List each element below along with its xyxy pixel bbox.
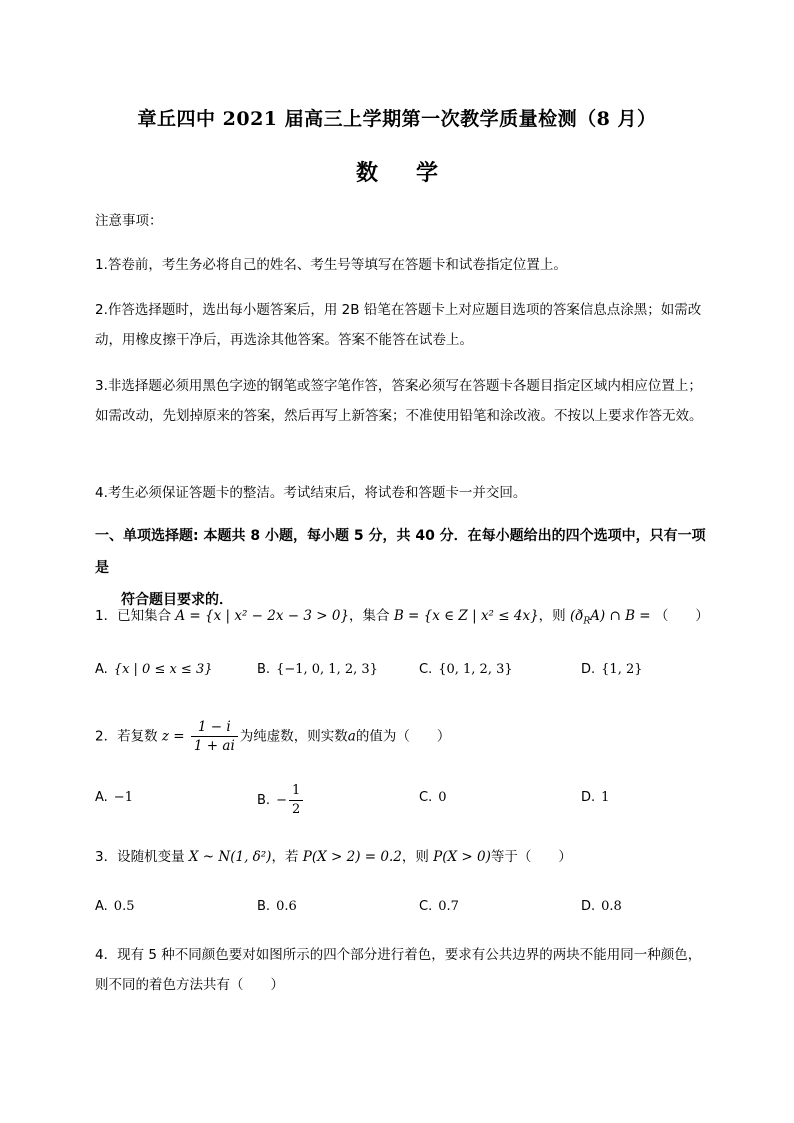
option-d (581, 662, 643, 677)
math-expression: P(X > 2) = 0.2 (302, 849, 402, 865)
option-d (581, 899, 622, 914)
note-item-2: 2.作答选择题时，选出每小题答案后，用 2B 铅笔在答题卡上对应题目选项的答案信息点涂黑；如需改动，用橡皮擦干净后，再选涂其他答案。答案不能答在试卷上。 (95, 302, 702, 348)
option-a (95, 899, 134, 914)
question-text: ，集合 (349, 608, 390, 624)
math-set-b: B = {x ∈ Z | x² ≤ 4x} (393, 608, 539, 624)
question-4 (95, 940, 710, 1000)
option-text: 0 (438, 790, 447, 805)
question-1 (95, 603, 715, 635)
question-number: 1． (95, 608, 118, 624)
math-expression: P(X > 0) (433, 849, 491, 865)
option-text: −1 (113, 790, 133, 805)
note-item-1: 1.答卷前，考生务必将自己的姓名、考生号等填写在答题卡和试卷指定位置上。 (95, 257, 567, 273)
option-label: C. (419, 790, 433, 805)
math-expression (569, 608, 651, 627)
option-text: {1, 2} (601, 662, 643, 677)
question-text: ，则 (538, 608, 566, 624)
option-text: {0, 1, 2, 3} (438, 662, 513, 677)
option-text: 0.8 (601, 899, 622, 914)
question-text: ，若 (271, 849, 299, 865)
question-text: 等于（ ） (490, 849, 572, 865)
math-variable: a (347, 728, 356, 745)
math-expression: X ~ N(1, δ²) (188, 849, 272, 865)
options-q2 (95, 783, 715, 820)
option-label: D. (581, 662, 596, 677)
option-text: 1 (601, 790, 610, 805)
subject-title: 数学 (355, 160, 476, 186)
section-heading-line2: 符合题目要求的． (121, 592, 233, 608)
option-label: C. (419, 899, 433, 914)
option-text: 0.7 (438, 899, 459, 914)
option-sign: − (276, 793, 287, 808)
question-text: 设随机变量 (117, 849, 185, 865)
option-d (581, 790, 609, 805)
question-number: 3． (95, 849, 118, 865)
note-item-3: 3.非选择题必须用黑色字迹的钢笔或签字笔作答，答案必须写在答题卡各题目指定区域内相应位置上；如需改动，先划掉原来的答案，然后再写上新答案；不准使用铅笔和涂改液。不按以上要求作答无效。 (95, 378, 703, 424)
fraction-denominator: 1 + ai (193, 738, 235, 754)
option-a (95, 790, 133, 805)
question-2 (95, 718, 715, 755)
option-label: B. (257, 662, 271, 677)
option-c (419, 662, 513, 677)
question-text: 为纯虚数，则实数 (239, 728, 348, 745)
question-text: 已知集合 (117, 608, 172, 624)
option-label: D. (581, 899, 596, 914)
fraction-numerator: 1 − i (191, 718, 238, 737)
options-q1 (95, 662, 715, 692)
option-b (257, 662, 378, 677)
option-c (419, 790, 447, 805)
fraction (289, 782, 303, 819)
option-text: {−1, 0, 1, 2, 3} (276, 662, 378, 677)
option-text: {x | 0 ≤ x ≤ 3} (113, 662, 213, 677)
exam-title: 章丘四中 2021 届高三上学期第一次教学质量检测（8 月） (137, 108, 657, 130)
options-q3 (95, 899, 715, 929)
option-b (257, 782, 305, 819)
option-b (257, 899, 297, 914)
option-text: 0.6 (276, 899, 297, 914)
question-text: ，则 (401, 849, 429, 865)
option-label: B. (257, 793, 271, 808)
option-label: A. (95, 899, 108, 914)
notes-heading: 注意事项： (95, 213, 163, 229)
math-expression-rest: A) ∩ B = (590, 608, 651, 624)
note-item-4: 4.考生必须保证答题卡的整洁。考试结束后，将试卷和答题卡一并交回。 (95, 485, 527, 501)
option-c (419, 899, 459, 914)
option-label: A. (95, 790, 108, 805)
question-4-line2: 则不同的着色方法共有（ ） (95, 977, 284, 993)
answer-blank: （ ） (654, 608, 709, 624)
section-heading (95, 520, 710, 616)
option-label: C. (419, 662, 433, 677)
complement-subscript: R (583, 616, 591, 627)
complement-symbol: (ð (569, 608, 584, 624)
math-z: z = (161, 728, 185, 745)
question-text: 若复数 (117, 728, 158, 745)
option-label: B. (257, 899, 271, 914)
math-set-a: A = {x | x² − 2x − 3 > 0} (175, 608, 350, 624)
fraction-denominator: 2 (291, 802, 301, 817)
question-number: 2． (95, 728, 118, 745)
question-3 (95, 844, 715, 870)
option-label: A. (95, 662, 108, 677)
question-text: 的值为（ ） (355, 728, 451, 745)
option-text: 0.5 (113, 899, 135, 914)
fraction-numerator: 1 (289, 782, 303, 801)
question-4-line1: 4．现有 5 种不同颜色要对如图所示的四个部分进行着色，要求有公共边界的两块不能用同一种颜色， (95, 947, 702, 963)
option-a (95, 662, 213, 677)
option-label: D. (581, 790, 596, 805)
section-heading-line1: 一、单项选择题: 本题共 8 小题，每小题 5 分，共 40 分．在每小题给出的四个选项中，只有一项是 (95, 528, 706, 576)
fraction (191, 718, 238, 755)
